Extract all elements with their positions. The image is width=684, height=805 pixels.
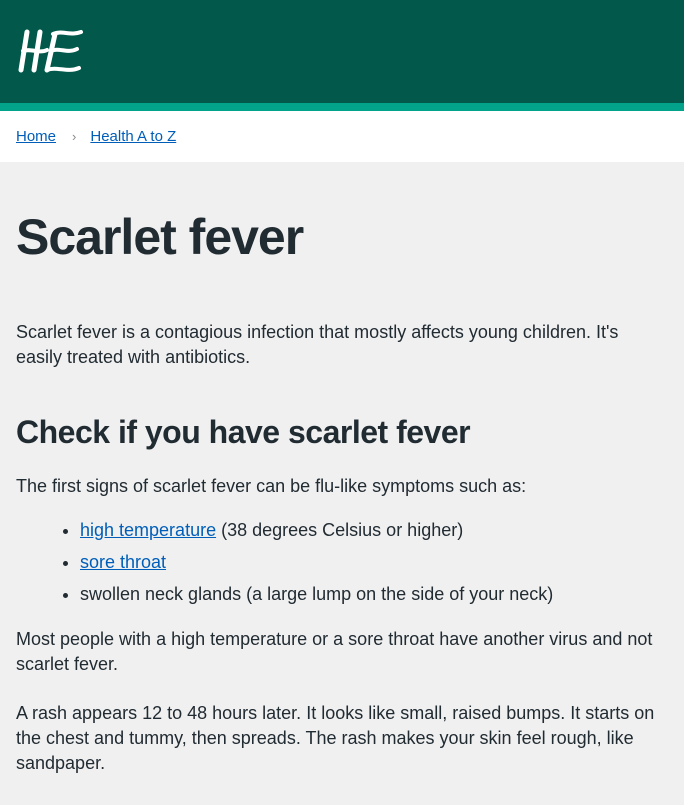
section-heading: Check if you have scarlet fever xyxy=(16,414,471,450)
main-content xyxy=(0,162,684,776)
hse-logo-icon[interactable] xyxy=(17,26,85,76)
breadcrumb-health-a-to-z-link[interactable]: Health A to Z xyxy=(90,128,177,145)
site-header xyxy=(0,0,684,103)
list-item xyxy=(80,550,668,575)
header-accent-bar xyxy=(0,103,684,111)
most-people-paragraph: Most people with a high temperature or a sore throat have another virus and not scarlet fever. xyxy=(16,629,653,674)
breadcrumb-home-link[interactable]: Home xyxy=(16,128,57,145)
intro-paragraph: Scarlet fever is a contagious infection that mostly affects young children. It's easily treated with antibiotics. xyxy=(16,322,619,367)
list-item xyxy=(80,582,668,607)
breadcrumb xyxy=(0,111,684,162)
chevron-right-icon: › xyxy=(72,129,77,144)
sore-throat-link[interactable]: sore throat xyxy=(80,552,167,572)
first-signs-paragraph: The first signs of scarlet fever can be flu-like symptoms such as: xyxy=(16,476,527,496)
list-item-text: (38 degrees Celsius or higher) xyxy=(216,520,464,540)
page-title: Scarlet fever xyxy=(16,209,304,265)
list-item xyxy=(80,518,668,543)
list-item-text: swollen neck glands (a large lump on the side of your neck) xyxy=(80,584,554,604)
rash-paragraph: A rash appears 12 to 48 hours later. It looks like small, raised bumps. It starts on the chest and tummy, then spreads. The rash makes your skin feel rough, like sandpaper. xyxy=(16,703,655,773)
high-temperature-link[interactable]: high temperature xyxy=(80,520,217,540)
symptoms-list xyxy=(16,518,668,607)
